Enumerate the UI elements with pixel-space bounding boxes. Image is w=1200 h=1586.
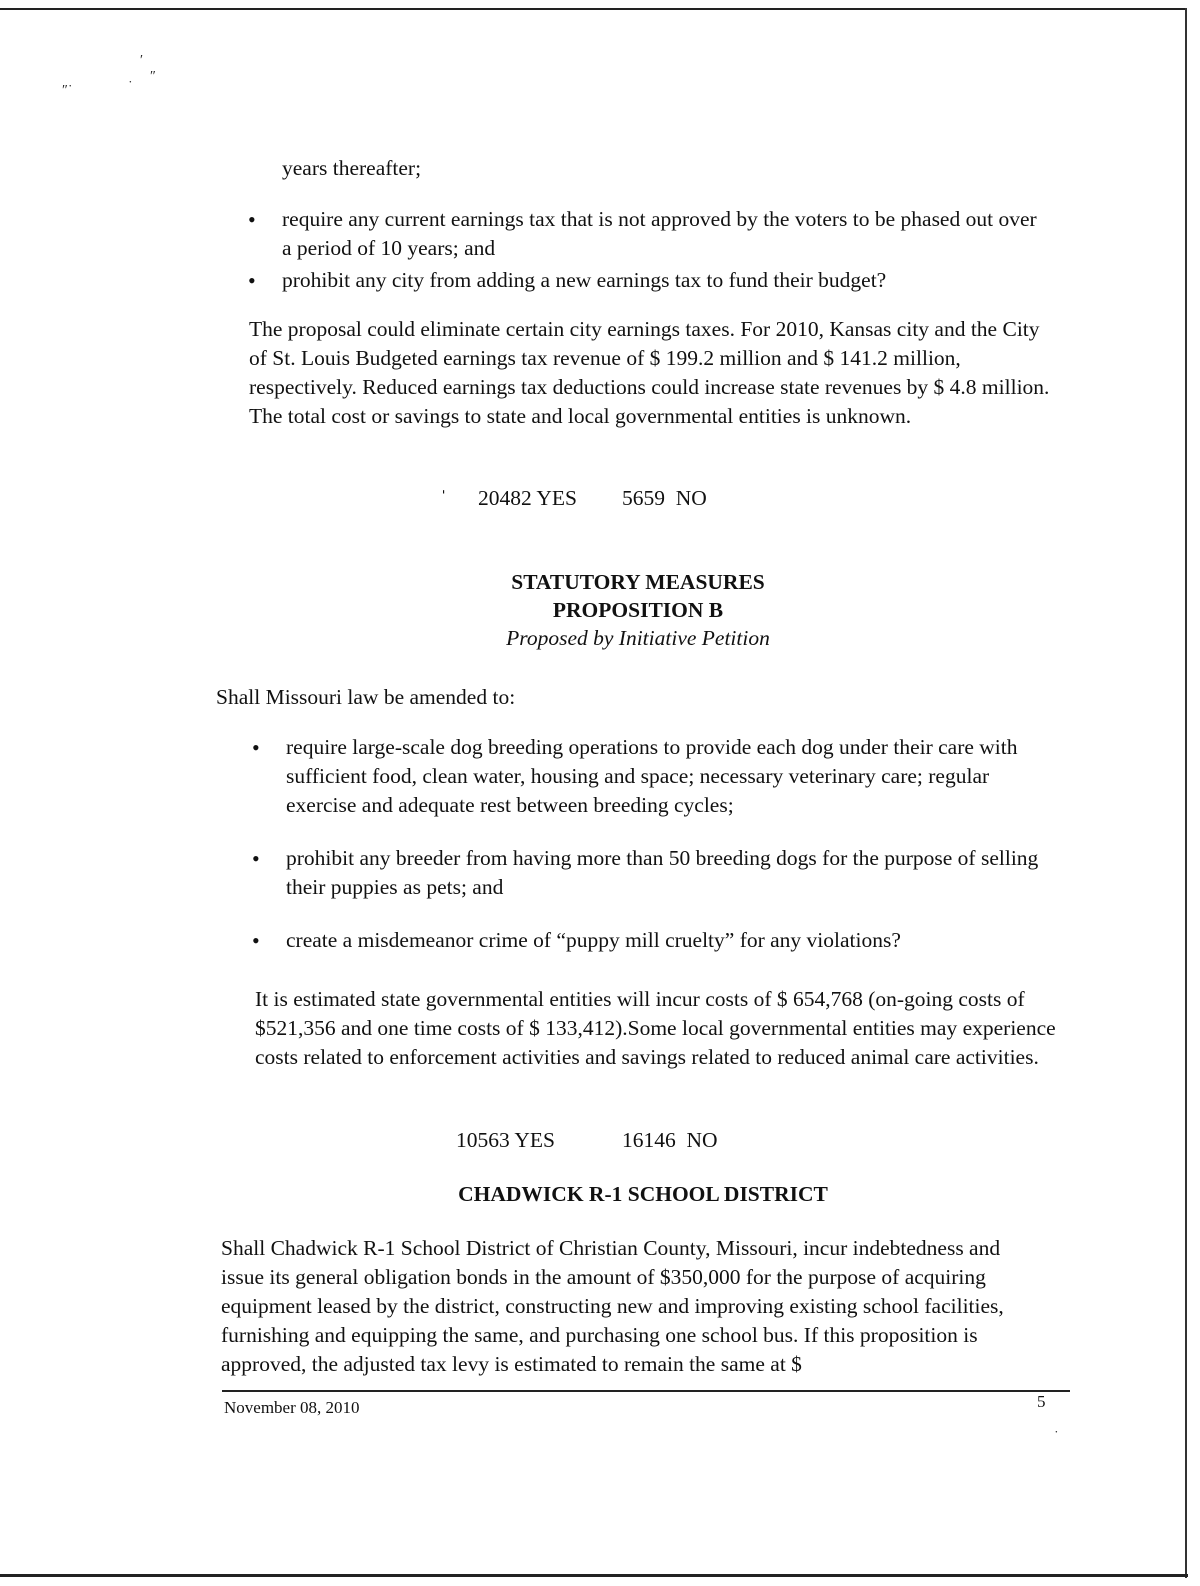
scan-speck: ˙ xyxy=(128,79,133,94)
scan-speck: ′ xyxy=(140,53,144,68)
continued-yes-votes: 20482 YES xyxy=(478,486,577,510)
list-item: • prohibit any breeder from having more than 50 breeding dogs for the purpose of selling their puppies as pets; and xyxy=(252,844,1052,902)
proposition-no-votes: 16146 NO xyxy=(622,1128,718,1152)
page-number: 5 xyxy=(1037,1392,1046,1411)
proposition-bullet-list xyxy=(252,733,1052,955)
school-district-title: CHADWICK R-1 SCHOOL DISTRICT xyxy=(458,1182,828,1206)
scan-border-bottom xyxy=(0,1574,1188,1577)
scan-speck: ″˙ xyxy=(62,83,73,98)
continued-lead-line: years thereafter; xyxy=(282,156,422,180)
list-item: • require large-scale dog breeding operations to provide each dog under their care with sufficient food, clean water, housing and space; necessary veterinary care; regular exercise and adequate rest between breeding cycles; xyxy=(252,733,1052,820)
proposition-subtitle: Proposed by Initiative Petition xyxy=(506,626,770,650)
proposition-question-lead: Shall Missouri law be amended to: xyxy=(216,685,516,709)
scan-speck: ˙ xyxy=(1054,1429,1059,1444)
continued-bullet-list xyxy=(248,205,1048,295)
list-item: • create a misdemeanor crime of “puppy mill cruelty” for any violations? xyxy=(252,926,1052,955)
vote-tick: ˈ xyxy=(440,486,448,510)
continued-fiscal-note: The proposal could eliminate certain city earnings taxes. For 2010, Kansas city and the City of St. Louis Budgeted earnings tax revenue of $ 199.2 million and $ 141.2 million, respectively. Reduced earnings tax deductions could increase state revenues by $ 4.8 million. The total cost or savings to state and local governmental entities is unknown. xyxy=(249,317,1050,428)
scan-speck: ″ xyxy=(150,69,156,84)
school-district-body: Shall Chadwick R-1 School District of Christian County, Missouri, incur indebtedness and issue its general obligation bonds in the amount of $350,000 for the purpose of acquiring equipment leased by the district, constructing new and improving existing school facilities, furnishing and equipping the same, and purchasing one school bus. If this proposition is approved, the adjusted tax levy is estimated to remain the same at $ xyxy=(221,1236,1004,1376)
list-item: • prohibit any city from adding a new earnings tax to fund their budget? xyxy=(248,266,1048,295)
proposition-fiscal-note: It is estimated state governmental entities will incur costs of $ 654,768 (on-going costs of $521,356 and one time costs of $ 133,412).Some local governmental entities may experience costs related to enforcement activities and savings related to reduced animal care activities. xyxy=(255,987,1056,1069)
proposition-title: PROPOSITION B xyxy=(552,598,724,622)
scan-border-right xyxy=(1185,8,1187,1578)
proposition-yes-votes: 10563 YES xyxy=(456,1128,555,1152)
continued-no-votes: 5659 NO xyxy=(622,486,707,510)
list-item: • require any current earnings tax that is not approved by the voters to be phased out over a period of 10 years; and xyxy=(248,205,1048,263)
scan-border-top xyxy=(0,8,1186,10)
footer-rule xyxy=(222,1390,1070,1392)
footer-date: November 08, 2010 xyxy=(224,1398,360,1417)
section-heading: STATUTORY MEASURES xyxy=(511,570,765,594)
